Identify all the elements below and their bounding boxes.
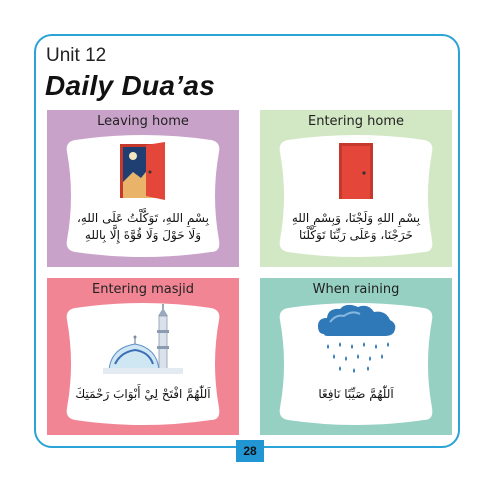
dua-line: اَللّٰهُمَّ صَيِّبًا نَافِعًا	[318, 387, 394, 401]
card-entering-home	[260, 110, 452, 267]
rain-cloud-icon	[314, 304, 398, 376]
page-number-box	[236, 440, 264, 462]
closed-door-icon	[338, 142, 374, 200]
unit-label: Unit 12	[46, 45, 107, 66]
card-when-raining	[260, 278, 452, 435]
card-entering-masjid	[47, 278, 239, 435]
card-label: Entering masjid	[91, 282, 194, 297]
card-panel	[61, 302, 225, 426]
page-title: Daily Dua’as	[45, 70, 216, 101]
dua-line: بِسْمِ اللهِ وَلَجْنَا، وَبِسْمِ اللهِ	[291, 211, 421, 225]
open-door-icon	[119, 142, 167, 200]
card-panel	[274, 302, 438, 426]
dua-line: وَلَا حَوْلَ وَلَا قُوَّةَ إِلَّا بِاللهِ	[84, 228, 202, 242]
mosque-icon	[101, 302, 185, 378]
card-label: Entering home	[308, 114, 404, 129]
card-leaving-home	[47, 110, 239, 267]
card-label: Leaving home	[97, 114, 189, 129]
card-panel	[274, 134, 438, 258]
dua-line: اَللّٰهُمَّ افْتَحْ لِيْ أَبْوَابَ رَحْمَتِكَ	[75, 387, 211, 401]
dua-line: بِسْمِ اللهِ، تَوَكَّلْتُ عَلَى اللهِ،	[77, 211, 209, 225]
page-number: 28	[243, 444, 257, 458]
dua-line: خَرَجْنَا، وَعَلَى رَبِّنَا تَوَكَّلْنَا	[299, 228, 413, 242]
card-label: When raining	[312, 282, 400, 297]
card-panel	[61, 134, 225, 258]
